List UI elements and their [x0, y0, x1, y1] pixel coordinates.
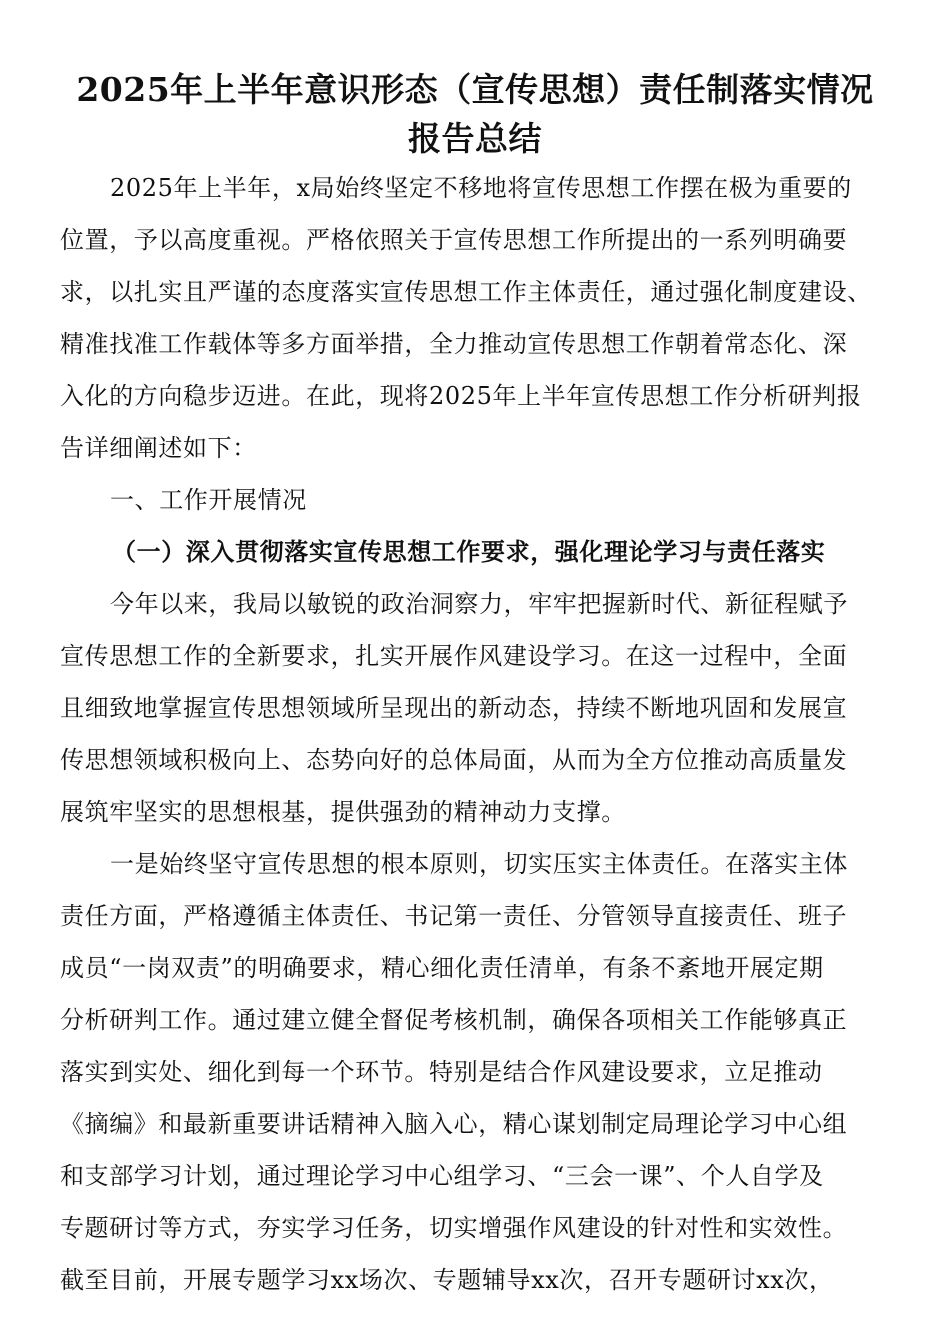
section-heading: 一、工作开展情况 — [110, 486, 307, 514]
paragraph-line: 传思想领域积极向上、态势向好的总体局面，从而为全方位推动高质量发 — [60, 746, 848, 774]
paragraph-line: 截至目前，开展专题学习xx场次、专题辅导xx次，召开专题研讨xx次， — [60, 1266, 834, 1294]
document-title-line-2: 报告总结 — [408, 119, 542, 158]
paragraph-line: 今年以来，我局以敏锐的政治洞察力，牢牢把握新时代、新征程赋予 — [110, 590, 848, 618]
document-title-line-1: 2025年上半年意识形态（宣传思想）责任制落实情况 — [76, 70, 874, 109]
paragraph-line: 展筑牢坚实的思想根基，提供强劲的精神动力支撑。 — [60, 798, 626, 826]
paragraph-line: 告详细阐述如下： — [60, 434, 257, 462]
paragraph-line: 求，以扎实且严谨的态度落实宣传思想工作主体责任，通过强化制度建设、 — [60, 278, 872, 306]
paragraph-line: 专题研讨等方式，夯实学习任务，切实增强作风建设的针对性和实效性。 — [60, 1214, 848, 1242]
paragraph-line: 分析研判工作。通过建立健全督促考核机制，确保各项相关工作能够真正 — [60, 1006, 848, 1034]
paragraph-line: 2025年上半年，x局始终坚定不移地将宣传思想工作摆在极为重要的 — [110, 174, 852, 202]
paragraph-line: 成员“一岗双责”的明确要求，精心细化责任清单，有条不紊地开展定期 — [60, 954, 824, 982]
paragraph-line: 入化的方向稳步迈进。在此，现将2025年上半年宣传思想工作分析研判报 — [60, 382, 862, 410]
subsection-heading: （一）深入贯彻落实宣传思想工作要求，强化理论学习与责任落实 — [112, 537, 826, 566]
paragraph-line: 和支部学习计划，通过理论学习中心组学习、“三会一课”、个人自学及 — [60, 1162, 824, 1190]
paragraph-line: 宣传思想工作的全新要求，扎实开展作风建设学习。在这一过程中，全面 — [60, 642, 848, 670]
paragraph-line: 落实到实处、细化到每一个环节。特别是结合作风建设要求，立足推动 — [60, 1058, 823, 1086]
paragraph-line: 且细致地掌握宣传思想领域所呈现出的新动态，持续不断地巩固和发展宣 — [60, 694, 848, 722]
paragraph-line: 责任方面，严格遵循主体责任、书记第一责任、分管领导直接责任、班子 — [60, 902, 848, 930]
paragraph-line: 一是始终坚守宣传思想的根本原则，切实压实主体责任。在落实主体 — [110, 850, 848, 878]
paragraph-line: 精准找准工作载体等多方面举措，全力推动宣传思想工作朝着常态化、深 — [60, 330, 848, 358]
paragraph-line: 《摘编》和最新重要讲话精神入脑入心，精心谋划制定局理论学习中心组 — [60, 1110, 848, 1138]
paragraph-line: 位置，予以高度重视。严格依照关于宣传思想工作所提出的一系列明确要 — [60, 226, 848, 254]
